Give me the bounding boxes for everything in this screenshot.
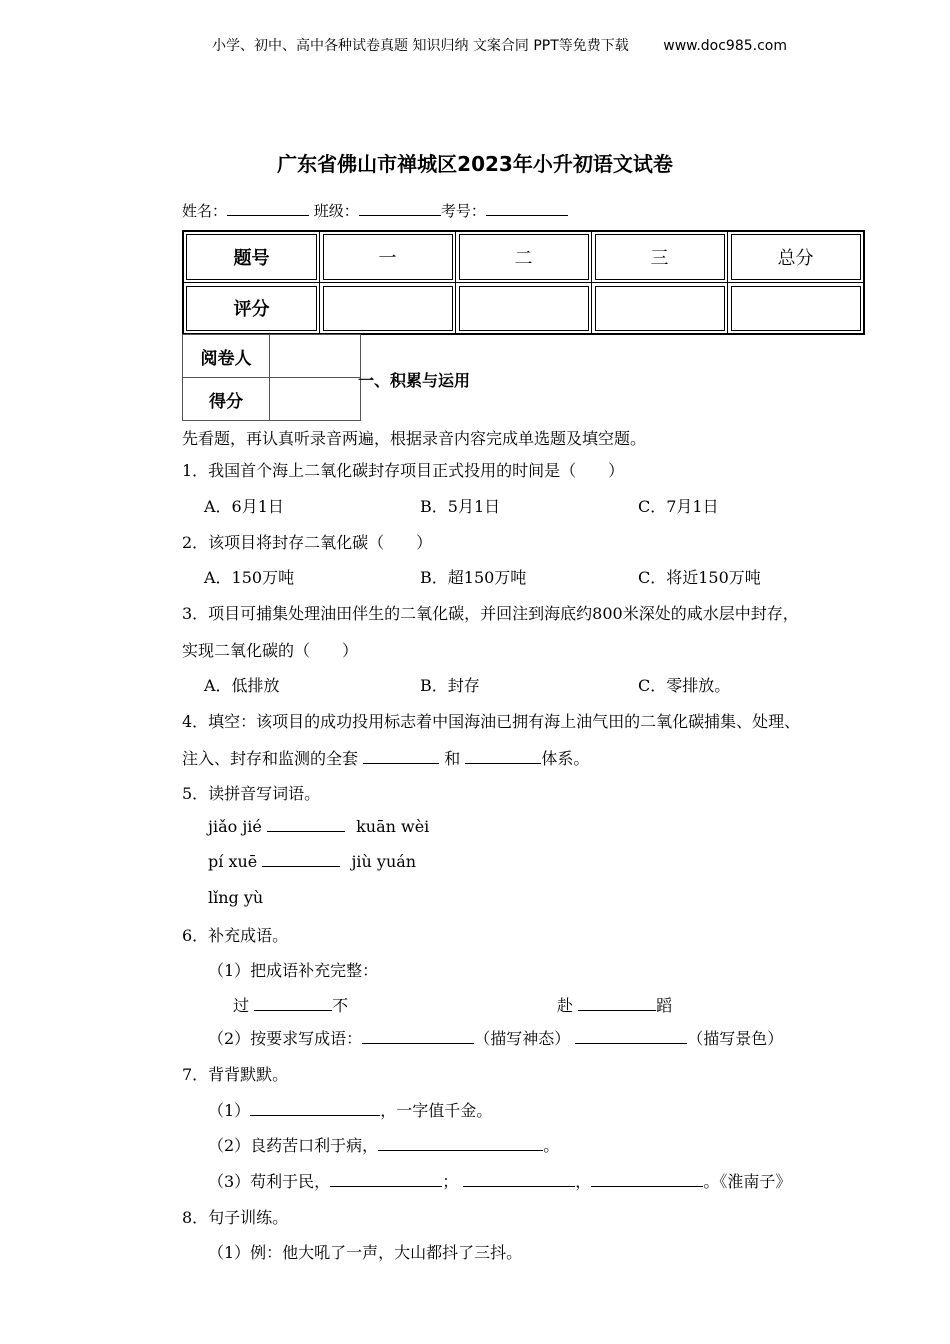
q4-blank-1[interactable] <box>363 749 439 764</box>
q6-note: （描写景色） <box>687 1029 784 1048</box>
pinyin: jiù yuán <box>351 852 417 871</box>
q2-option-b[interactable]: B．超150万吨 <box>420 568 527 587</box>
q4-blank-2[interactable] <box>465 749 541 764</box>
q4-text-b: 和 <box>444 749 461 768</box>
q7-text: ； <box>442 1172 459 1191</box>
q3-option-a[interactable]: A．低排放 <box>204 676 280 695</box>
q1-stem: 1．我国首个海上二氧化碳封存项目正式投用的时间是（ ） <box>182 461 625 480</box>
pinyin-blank[interactable] <box>262 852 340 867</box>
recite-blank[interactable] <box>591 1172 703 1187</box>
q4-line2 <box>182 746 589 769</box>
score-cell[interactable] <box>728 283 865 335</box>
grader-table <box>182 334 361 421</box>
q6-sub1: （1）把成语补充完整： <box>208 961 379 980</box>
q4-text-c: 体系。 <box>541 749 590 768</box>
q7-stem: 7．背背默默。 <box>182 1065 289 1084</box>
q1-option-a[interactable]: A．6月1日 <box>204 497 284 516</box>
student-info <box>182 200 568 221</box>
class-blank[interactable] <box>359 201 441 216</box>
recite-blank[interactable] <box>330 1172 442 1187</box>
recite-blank[interactable] <box>250 1101 380 1116</box>
score-header-cell: 二 <box>456 231 592 283</box>
q6-idiom-2 <box>557 993 672 1016</box>
header-text: 小学、初中、高中各种试卷真题 知识归纳 文案合同 PPT等免费下载 <box>212 38 629 54</box>
id-label: 考号： <box>440 202 486 220</box>
q1-option-c[interactable]: C．7月1日 <box>638 497 719 516</box>
q3-stem-line1: 3．项目可捕集处理油田伴生的二氧化碳，并回注到海底约800米深处的咸水层中封存， <box>182 604 799 623</box>
q1-option-b[interactable]: B．5月1日 <box>420 497 501 516</box>
score-cell[interactable] <box>320 283 456 335</box>
pinyin: jiǎo jié <box>208 817 262 836</box>
name-label: 姓名： <box>182 202 228 220</box>
idiom-blank[interactable] <box>575 1029 687 1044</box>
q8-stem: 8．句子训练。 <box>182 1208 289 1227</box>
q6-sub2-label: （2）按要求写成语： <box>208 1029 363 1048</box>
q4-line1: 4．填空：该项目的成功投用标志着中国海油已拥有海上油气田的二氧化碳捕集、处理、 <box>182 712 801 731</box>
score-header-cell: 总分 <box>728 231 865 283</box>
q6-sub2 <box>208 1026 783 1049</box>
q7-s1 <box>208 1098 492 1121</box>
q3-option-b[interactable]: B．封存 <box>420 676 480 695</box>
idiom-char: 过 <box>233 996 250 1015</box>
q7-text: 。 <box>543 1136 560 1155</box>
q3-option-c[interactable]: C．零排放。 <box>638 676 731 695</box>
section-heading: 一、积累与运用 <box>358 371 471 390</box>
q7-text: ，一字值千金。 <box>380 1101 493 1120</box>
q5-row2 <box>208 852 416 871</box>
score-row-label: 评分 <box>183 283 320 335</box>
q7-s2 <box>208 1133 559 1156</box>
idiom-blank[interactable] <box>578 996 656 1011</box>
pinyin: kuān wèi <box>356 817 430 836</box>
header-site: www.doc985.com <box>663 38 787 54</box>
pinyin: pí xuē <box>208 852 258 871</box>
recite-blank[interactable] <box>378 1136 543 1151</box>
score-header-cell: 一 <box>320 231 456 283</box>
q3-stem-line2: 实现二氧化碳的（ ） <box>182 641 359 660</box>
q7-text: （1） <box>208 1101 251 1120</box>
q7-text: （2）良药苦口利于病， <box>208 1136 379 1155</box>
q5-stem: 5．读拼音写词语。 <box>182 784 321 803</box>
grader-score-label: 得分 <box>183 378 270 421</box>
name-blank[interactable] <box>227 201 309 216</box>
score-cell[interactable] <box>592 283 728 335</box>
q2-option-c[interactable]: C．将近150万吨 <box>638 568 761 587</box>
idiom-char: 蹈 <box>656 996 673 1015</box>
score-cell[interactable] <box>456 283 592 335</box>
q6-note: （描写神态） <box>474 1029 571 1048</box>
score-table <box>182 230 865 335</box>
q6-stem: 6．补充成语。 <box>182 926 289 945</box>
grader-score-cell[interactable] <box>270 378 361 421</box>
reviewer-label: 阅卷人 <box>183 335 270 378</box>
idiom-blank[interactable] <box>254 996 332 1011</box>
id-blank[interactable] <box>486 201 568 216</box>
q2-option-a[interactable]: A．150万吨 <box>204 568 295 587</box>
q7-text: 。《淮南子》 <box>703 1172 792 1191</box>
reviewer-cell[interactable] <box>270 335 361 378</box>
q6-idiom-1 <box>233 993 348 1016</box>
instruction: 先看题，再认真听录音两遍，根据录音内容完成单选题及填空题。 <box>182 429 647 448</box>
pinyin: lǐng yù <box>208 888 264 907</box>
q7-text: （3）苟利于民， <box>208 1172 331 1191</box>
idiom-char: 赴 <box>557 996 574 1015</box>
q2-stem: 2．该项目将封存二氧化碳（ ） <box>182 533 433 552</box>
page-header <box>212 35 787 55</box>
class-label: 班级： <box>313 202 359 220</box>
exam-title: 广东省佛山市禅城区2023年小升初语文试卷 <box>277 152 673 176</box>
q7-text: ， <box>575 1172 592 1191</box>
idiom-char: 不 <box>332 996 349 1015</box>
score-header-cell: 三 <box>592 231 728 283</box>
pinyin-blank[interactable] <box>267 817 345 832</box>
q7-s3 <box>208 1169 791 1192</box>
recite-blank[interactable] <box>463 1172 575 1187</box>
idiom-blank[interactable] <box>362 1029 474 1044</box>
q8-sub1: （1）例：他大吼了一声，大山都抖了三抖。 <box>208 1243 523 1262</box>
q5-row1 <box>208 817 429 836</box>
score-header-cell: 题号 <box>183 231 320 283</box>
q4-text-a: 注入、封存和监测的全套 <box>182 749 359 768</box>
